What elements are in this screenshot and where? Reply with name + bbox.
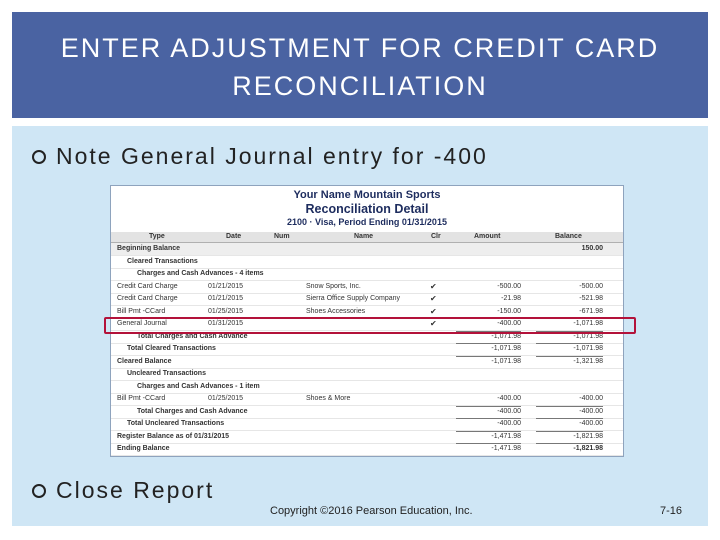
bullet-note <box>32 143 488 170</box>
bullet-ring-icon <box>32 150 46 164</box>
row-name: Shoes & More <box>306 395 351 402</box>
column-type[interactable]: Type <box>149 233 165 240</box>
report-row <box>111 268 623 281</box>
row-type: Charges and Cash Advances - 4 items <box>137 270 264 277</box>
report-row <box>111 406 623 419</box>
row-amount: -400.00 <box>497 395 521 402</box>
row-balance: -400.00 <box>579 407 603 415</box>
total-rule <box>456 406 521 407</box>
column-balance[interactable]: Balance <box>555 233 582 240</box>
row-balance: -521.98 <box>579 295 603 302</box>
bullet-close-text: Close Report <box>56 477 215 503</box>
total-rule <box>456 431 521 432</box>
row-type: Cleared Transactions <box>127 257 198 265</box>
row-balance: -500.00 <box>579 282 603 290</box>
row-amount: -1,471.98 <box>491 432 521 440</box>
cleared-check-icon: ✔ <box>430 319 437 328</box>
row-type: Total Uncleared Transactions <box>127 420 225 427</box>
row-balance: -671.98 <box>579 307 603 315</box>
report-company: Your Name Mountain Sports <box>293 189 441 201</box>
row-balance: -1,071.98 <box>573 345 603 352</box>
row-type: Cleared Balance <box>117 357 172 365</box>
row-date: 01/25/2015 <box>208 307 244 315</box>
row-type: Bill Pmt -CCard <box>117 307 166 315</box>
report-title: Reconciliation Detail <box>305 202 429 216</box>
row-date: 01/31/2015 <box>208 320 244 327</box>
row-amount: -1,071.98 <box>491 345 521 352</box>
report-column-header <box>111 232 623 243</box>
row-type: Bill Pmt -CCard <box>117 395 166 402</box>
column-clr[interactable]: Clr <box>431 233 441 240</box>
cleared-check-icon: ✔ <box>430 306 437 316</box>
row-amount: -1,071.98 <box>491 357 521 365</box>
column-name[interactable]: Name <box>354 233 374 240</box>
row-balance: -400.00 <box>579 420 603 427</box>
column-num[interactable]: Num <box>274 233 290 240</box>
report-row <box>111 393 623 406</box>
bullet-close <box>32 477 214 504</box>
report-row <box>111 443 623 456</box>
total-rule <box>536 356 603 357</box>
row-type: Beginning Balance <box>117 245 181 252</box>
report-row <box>111 418 623 431</box>
report-row <box>111 293 623 306</box>
report-row <box>111 431 623 444</box>
row-amount: -400.00 <box>497 320 521 327</box>
report-row <box>111 381 623 394</box>
report-row <box>111 256 623 269</box>
row-name: Snow Sports, Inc. <box>306 282 361 290</box>
column-date[interactable]: Date <box>226 233 242 240</box>
row-date: 01/21/2015 <box>208 295 244 302</box>
total-rule <box>456 418 521 419</box>
column-amount[interactable]: Amount <box>474 233 501 240</box>
row-type: Register Balance as of 01/31/2015 <box>117 432 230 440</box>
total-rule <box>536 406 603 407</box>
row-amount: -500.00 <box>497 282 521 290</box>
row-balance: -1,071.98 <box>573 320 603 327</box>
total-rule <box>456 356 521 357</box>
row-amount: -21.98 <box>501 295 521 302</box>
row-amount: -400.00 <box>497 407 521 415</box>
row-date: 01/25/2015 <box>208 395 244 402</box>
row-type: Uncleared Transactions <box>127 370 206 377</box>
slide-title-line-2: RECONCILIATION <box>232 71 488 101</box>
row-type: Charges and Cash Advances - 1 item <box>137 382 260 390</box>
row-type: Credit Card Charge <box>117 295 178 302</box>
row-name: Sierra Office Supply Company <box>306 295 401 302</box>
row-type: Total Charges and Cash Advance <box>137 332 248 340</box>
total-rule <box>536 343 603 344</box>
cleared-check-icon: ✔ <box>430 281 437 291</box>
page-number: 7-16 <box>660 505 683 517</box>
total-rule <box>456 343 521 344</box>
total-rule <box>536 418 603 419</box>
row-amount: -400.00 <box>497 420 521 427</box>
report-row <box>111 243 623 256</box>
row-balance: 150.00 <box>581 245 603 252</box>
row-balance: -1,821.98 <box>573 432 603 440</box>
slide-title-line-1: ENTER ADJUSTMENT FOR CREDIT CARD <box>60 33 660 63</box>
row-type: General Journal <box>117 320 167 327</box>
row-type: Ending Balance <box>117 445 170 452</box>
total-rule <box>456 443 521 444</box>
report-row <box>111 368 623 381</box>
report-row <box>111 281 623 294</box>
row-date: 01/21/2015 <box>208 282 244 290</box>
report-row <box>111 343 623 356</box>
row-amount: -1,071.98 <box>491 332 521 340</box>
row-balance: -1,321.98 <box>573 357 603 365</box>
row-amount: -150.00 <box>497 307 521 315</box>
row-balance: -400.00 <box>579 395 603 402</box>
row-name: Shoes Accessories <box>306 307 366 315</box>
row-type: Total Cleared Transactions <box>127 345 216 352</box>
row-amount: -1,471.98 <box>491 445 521 452</box>
slide-title-bar <box>12 12 708 118</box>
total-rule <box>536 431 603 432</box>
row-type: Total Charges and Cash Advance <box>137 407 248 415</box>
report-row <box>111 356 623 369</box>
total-rule <box>536 443 603 444</box>
bullet-note-text: Note General Journal entry for -400 <box>56 143 488 169</box>
general-journal-highlight-box <box>104 317 636 334</box>
row-balance: -1,071.98 <box>573 332 603 340</box>
cleared-check-icon: ✔ <box>430 294 437 303</box>
row-balance: -1,821.98 <box>573 445 603 452</box>
row-type: Credit Card Charge <box>117 282 178 290</box>
bullet-ring-icon <box>32 484 46 498</box>
report-subtitle: 2100 · Visa, Period Ending 01/31/2015 <box>287 217 447 227</box>
copyright-text: Copyright ©2016 Pearson Education, Inc. <box>270 505 473 517</box>
